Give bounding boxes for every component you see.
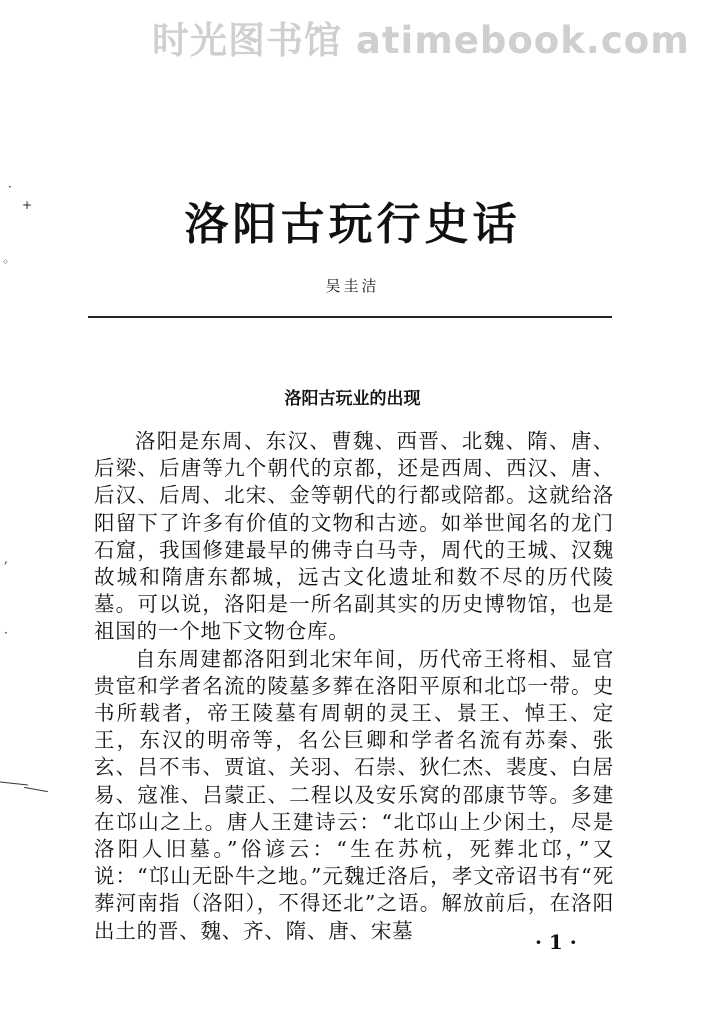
article-body [94,428,614,945]
title-divider [88,316,612,318]
scan-streak [24,787,48,792]
scan-streak [0,782,28,786]
watermark-text: 时光图书馆 atimebook.com [152,19,690,62]
paragraph-1: 洛阳是东周、东汉、曹魏、西晋、北魏、隋、唐、后梁、后唐等九个朝代的京都，还是西周、西汉、唐、后汉、后周、北宋、金等朝代的行都或陪都。这就给洛阳留下了许多有价值的文物和古迹。如举世闻名的龙门石窟，我国修建最早的佛寺白马寺，周代的王城、汉魏故城和隋唐东都城，远古文化遗址和数不尽的历代陵墓。可以说，洛阳是一所名副其实的历史博物馆，也是祖国的一个地下文物仓库。 [94,429,614,644]
paragraph-2: 自东周建都洛阳到北宋年间，历代帝王将相、显官贵宦和学者名流的陵墓多葬在洛阳平原和北邙一带。史书所载者，帝王陵墓有周朝的灵王、景王、悼王、定王，东汉的明帝等，名公巨卿和学者名流有苏秦、张玄、吕不韦、贾谊、关羽、石崇、狄仁杰、裴度、白居易、寇准、吕蒙正、二程以及安乐窝的邵康节等。多建在邙山之上。唐人王建诗云：“北邙山上少闲土，尽是洛阳人旧墓。”俗谚云：“生在苏杭，死葬北邙，”又说：“邙山无卧牛之地。”元魏迁洛后，孝文帝诏书有“死葬河南指（洛阳），不得还北”之语。解放前后，在洛阳出土的晋、魏、齐、隋、唐、宋墓 [94,646,614,943]
scan-speck: · [4,626,8,640]
scan-speck: , [4,552,8,566]
article-title: 洛阳古玩行史话 [184,199,521,250]
scan-speck: + [22,198,33,212]
section-heading: 洛阳古玩业的出现 [284,389,421,409]
author-name: 吴圭洁 [325,277,380,295]
page-number: · 1 · [535,930,577,954]
scan-speck: · [8,180,12,194]
scan-speck: ◦ [2,255,10,269]
